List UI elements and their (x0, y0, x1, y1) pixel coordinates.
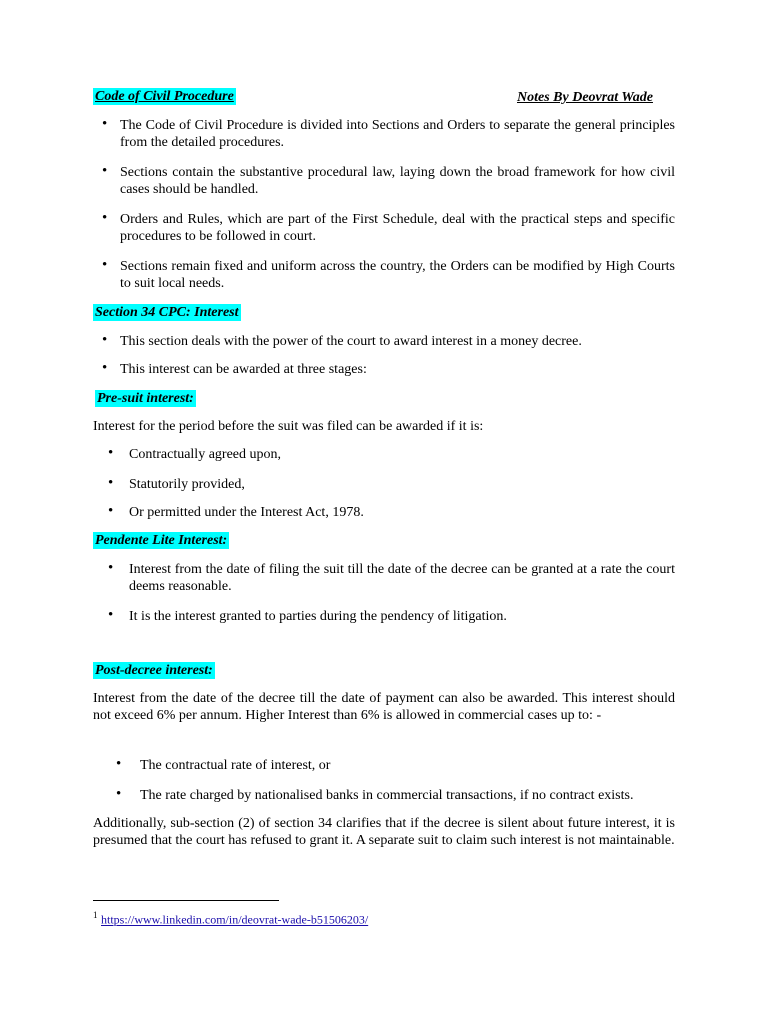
bullet-icon (109, 446, 117, 454)
presuit-heading-text: Pre-suit interest: (97, 391, 194, 406)
bullet-icon (103, 164, 111, 172)
presuit-bullet-3: Or permitted under the Interest Act, 1978. (129, 505, 364, 520)
section34-heading (93, 304, 241, 321)
postdecree-bullet-1: The contractual rate of interest, or (140, 758, 331, 773)
postdecree-closing: Additionally, sub-section (2) of section 34 clarifies that if the decree is silent about future interest, it is presumed that the court has refused to grant it. A separate suit to claim such interest is not maintainable. (93, 816, 675, 848)
postdecree-bullet-2: The rate charged by nationalised banks in commercial transactions, if no contract exists. (140, 788, 634, 803)
intro-bullet-1: The Code of Civil Procedure is divided into Sections and Orders to separate the general principles from the detailed procedures. (120, 118, 675, 150)
bullet-icon (109, 608, 117, 616)
pendente-bullet-1: Interest from the date of filing the suit till the date of the decree can be granted at a rate the court deems reasonable. (129, 562, 675, 594)
bullet-icon (103, 117, 111, 125)
bullet-icon (103, 333, 111, 341)
section34-heading-text: Section 34 CPC: Interest (95, 305, 239, 320)
footnote-marker: 1 (93, 910, 98, 920)
pendente-bullet-2: It is the interest granted to parties during the pendency of litigation. (129, 609, 507, 624)
postdecree-heading-text: Post-decree interest: (95, 663, 213, 678)
footnote-link[interactable]: https://www.linkedin.com/in/deovrat-wade-b51506203/ (101, 912, 369, 927)
bullet-icon (103, 258, 111, 266)
intro-bullet-3: Orders and Rules, which are part of the First Schedule, deal with the practical steps and specific procedures to be followed in court. (120, 212, 675, 244)
bullet-icon (109, 504, 117, 512)
pendente-heading (93, 532, 229, 549)
presuit-heading (95, 390, 196, 407)
postdecree-heading (93, 662, 215, 679)
bullet-icon (117, 787, 125, 795)
bullet-icon (103, 361, 111, 369)
bullet-icon (109, 476, 117, 484)
section34-bullet-2: This interest can be awarded at three stages: (120, 362, 367, 377)
doc-title (93, 88, 236, 105)
intro-bullet-4: Sections remain fixed and uniform across the country, the Orders can be modified by High Courts to suit local needs. (120, 259, 675, 291)
postdecree-paragraph: Interest from the date of the decree till the date of payment can also be awarded. This interest should not exceed 6% per annum. Higher Interest than 6% is allowed in commercial cases up to: - (93, 691, 675, 723)
presuit-bullet-1: Contractually agreed upon, (129, 447, 282, 462)
document-page (93, 0, 675, 1024)
bullet-icon (109, 561, 117, 569)
presuit-intro: Interest for the period before the suit was filed can be awarded if it is: (93, 419, 484, 434)
bullet-icon (103, 211, 111, 219)
footnote (93, 907, 368, 929)
pendente-heading-text: Pendente Lite Interest: (95, 533, 228, 548)
author-credit: Notes By Deovrat Wade (517, 90, 653, 105)
intro-bullet-2: Sections contain the substantive procedural law, laying down the broad framework for how civil cases should be handled. (120, 165, 675, 197)
section34-bullet-1: This section deals with the power of the court to award interest in a money decree. (120, 334, 582, 349)
bullet-icon (117, 757, 125, 765)
footnote-separator (93, 900, 279, 901)
presuit-bullet-2: Statutorily provided, (129, 477, 245, 492)
doc-title-text: Code of Civil Procedure (95, 89, 234, 104)
